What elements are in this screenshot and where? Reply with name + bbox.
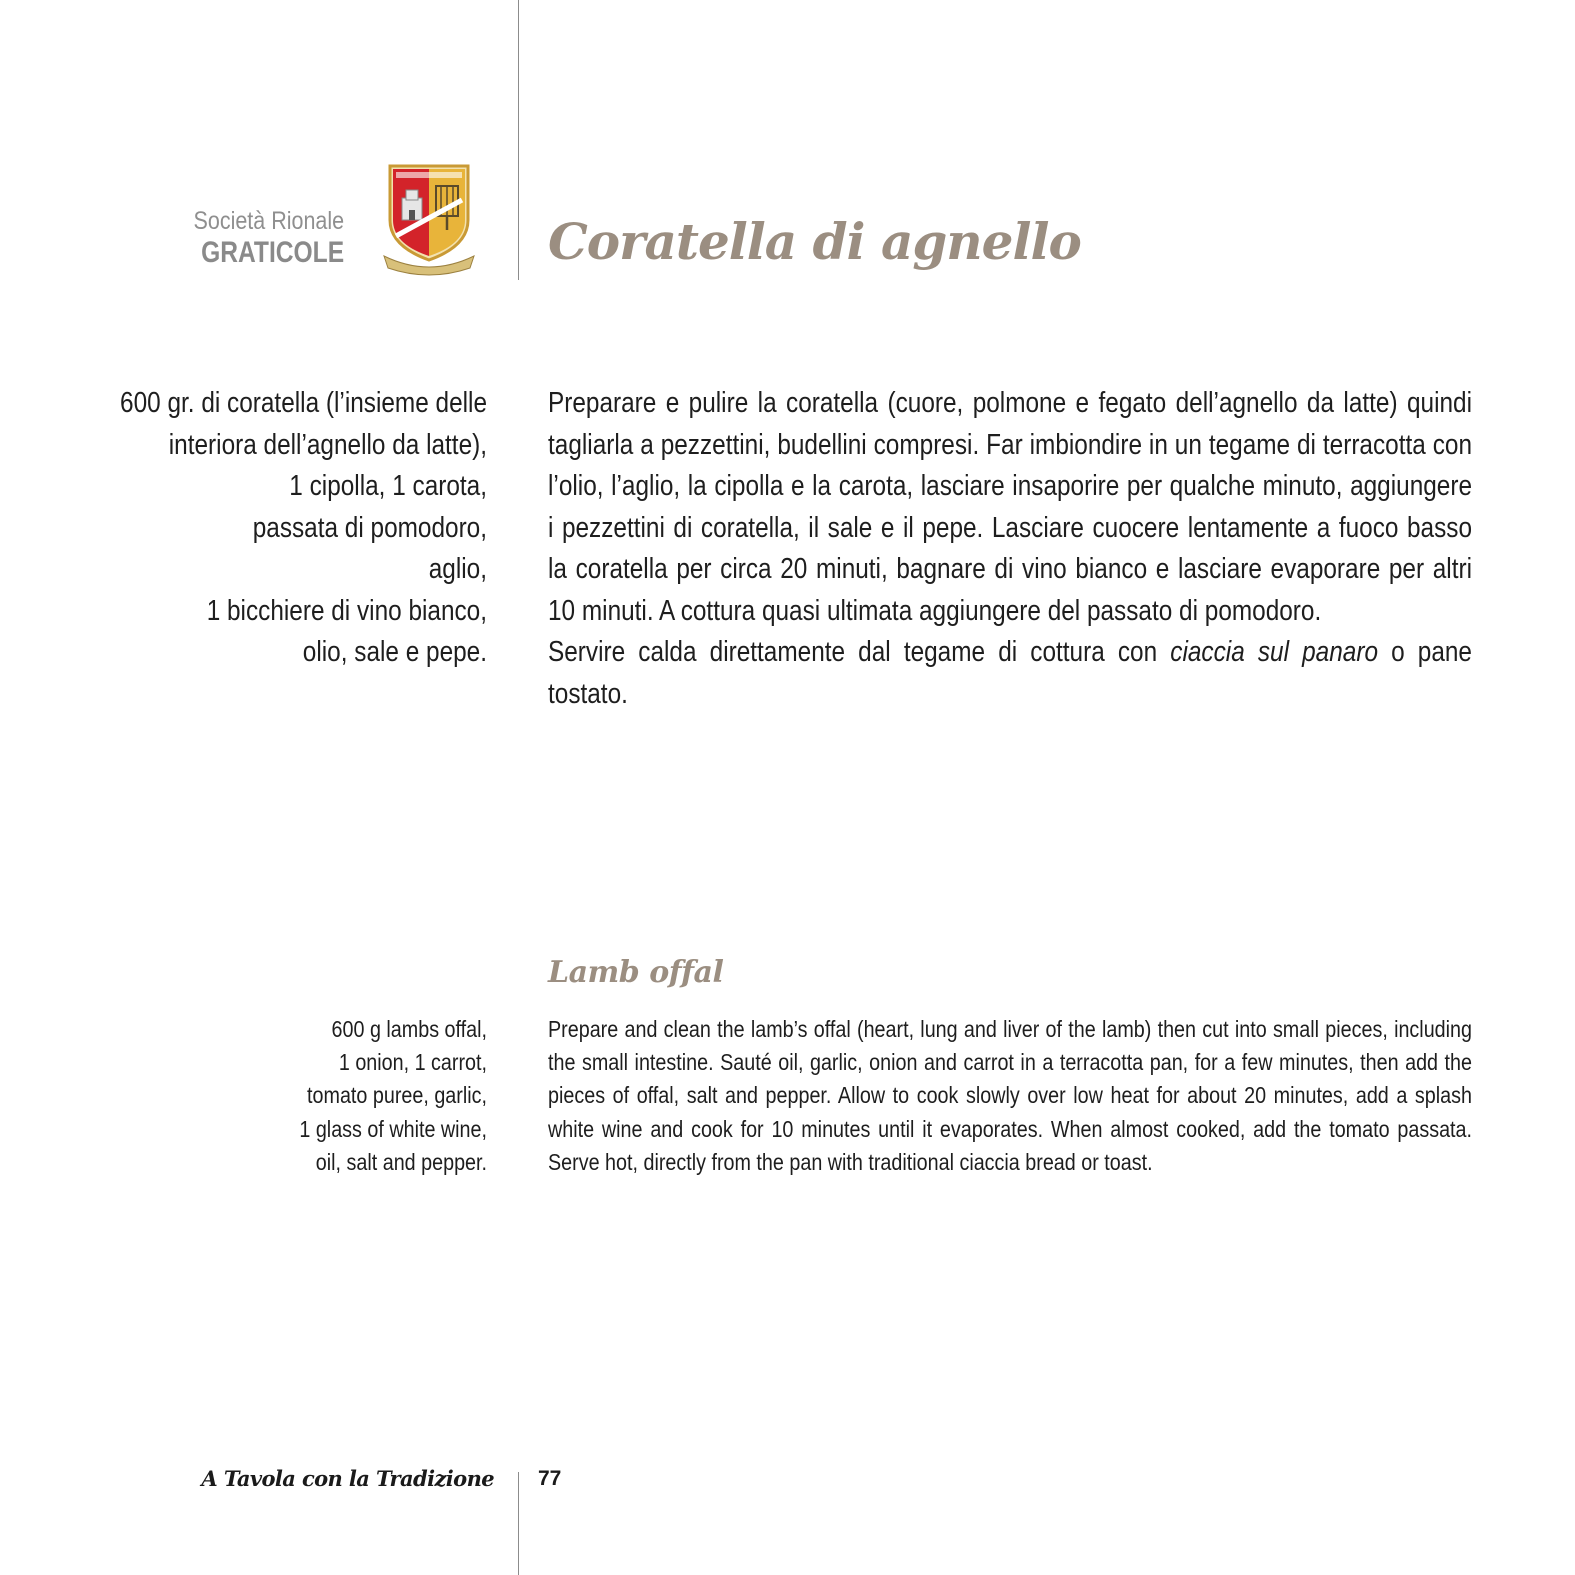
ingredient-line: 1 glass of white wine, — [299, 1115, 487, 1142]
ingredient-line: 600 g lambs offal, — [331, 1016, 487, 1042]
ingredient-line: 1 bicchiere di vino bianco, — [206, 594, 487, 627]
serving-text-end: o pane tostato. — [548, 636, 1472, 710]
serving-text: Servire calda direttamente dal tegame di cottura con — [548, 636, 1171, 668]
ingredient-line: 1 onion, 1 carrot, — [338, 1049, 487, 1076]
procedure-english — [548, 1013, 1472, 1179]
vertical-divider-bottom — [518, 1472, 519, 1575]
ingredient-line: tomato puree, garlic, — [307, 1082, 487, 1109]
recipe-title: Coratella di agnello — [548, 212, 1081, 271]
ingredient-line: oil, salt and pepper. — [315, 1148, 487, 1175]
ingredient-line: olio, sale e pepe. — [302, 636, 487, 668]
procedure-italian — [548, 383, 1472, 715]
serving-paragraph — [548, 632, 1472, 715]
ingredient-line: 600 gr. di coratella (l’insieme delle — [120, 387, 487, 419]
english-recipe-title: Lamb offal — [548, 955, 724, 990]
procedure-paragraph: Preparare e pulire la coratella (cuore, polmone e fegato dell’agnello da latte) quindi tagliarla a pezzettini, budellini compresi. Far imbiondire in un tegame di terracotta con l’olio, l’aglio, la cipolla e la carota, lasciare insaporire per qualche minuto, aggiungere i pezzettini di coratella, il sale e il pepe. Lasciare cuocere lentamente a fuoco basso la coratella per circa 20 minuti, bagnare di vino bianco e lasciare evaporare per altri 10 minuti. A cottura quasi ultimata aggiungere del passato di pomodoro. — [548, 387, 1472, 627]
district-name: GRATICOLE — [200, 235, 344, 269]
ingredient-line: aglio, — [428, 553, 487, 585]
page-number: 77 — [538, 1467, 562, 1490]
serving-italic-bread: ciaccia sul panaro — [1170, 636, 1378, 668]
district-crest-logo — [382, 160, 476, 276]
ingredient-line: 1 cipolla, 1 carota, — [289, 470, 487, 502]
society-name — [169, 208, 344, 269]
procedure-paragraph: Prepare and clean the lamb’s offal (heart, lung and liver of the lamb) then cut into small pieces, including the small intestine. Sauté oil, garlic, onion and carrot in a terracotta pan, for a few minutes, then add the pieces of offal, salt and pepper. Allow to cook slowly over low heat for about 20 minutes, add a splash white wine and cook for 10 minutes until it evaporates. When almost cooked, add the tomato passata. Serve hot, directly from the pan with traditional ciaccia bread or toast. — [548, 1016, 1472, 1175]
ingredient-line: interiora dell’agnello da latte), — [168, 428, 488, 461]
ingredient-line: passata di pomodoro, — [252, 511, 487, 544]
ingredients-list-italian — [0, 383, 487, 674]
vertical-divider-top — [518, 0, 519, 280]
ingredients-list-english — [87, 1013, 487, 1179]
society-label: Società Rionale — [193, 207, 344, 235]
book-title: A Tavola con la Tradizione — [201, 1466, 494, 1491]
